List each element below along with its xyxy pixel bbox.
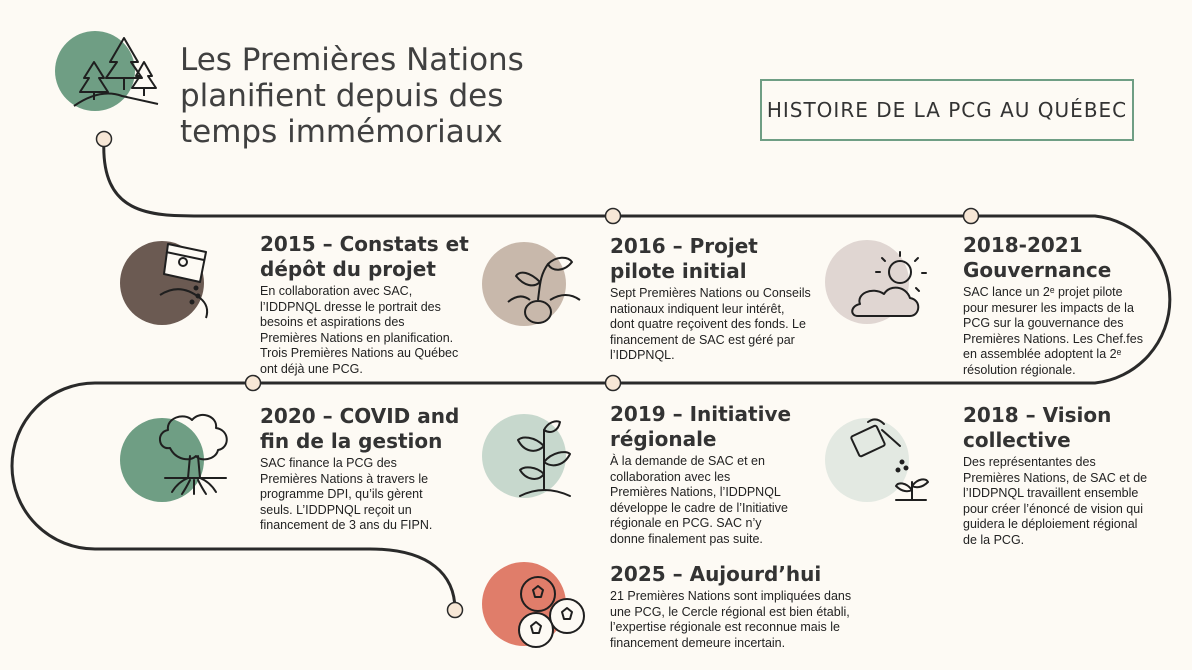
event-title-line: 2015 – Constats et <box>260 232 469 256</box>
event-2020 <box>260 404 500 534</box>
event-title-line: Gouvernance <box>963 258 1112 282</box>
event-text-line: donne finalement pas suite. <box>610 531 763 546</box>
event-text-line: programme DPI, qu’ils gèrent <box>260 487 423 501</box>
event-title-line: pilote initial <box>610 259 747 283</box>
timeline-node <box>606 209 621 224</box>
timeline-node <box>606 376 621 391</box>
event-title <box>963 233 1163 283</box>
event-text-line: l’IDDPNQL travaillent ensemble <box>963 486 1139 500</box>
event-text-line: En collaboration avec SAC, <box>260 284 413 298</box>
event-text-line: guidera le déploiement régional <box>963 517 1138 531</box>
title-line: planifient depuis des <box>180 78 504 114</box>
event-text-line: Premières Nations, de SAC et de <box>963 470 1148 485</box>
event-text-line: résolution régionale. <box>963 362 1076 377</box>
event-title-line: 2025 – Aujourd’hui <box>610 562 822 586</box>
event-title <box>610 234 850 284</box>
event-text-line: 21 Premières Nations sont impliquées dans <box>610 589 852 603</box>
event-text-line: pour créer l’énoncé de vision qui <box>963 501 1143 516</box>
event-text-line: SAC lance un 2ᵉ projet pilote <box>963 285 1123 299</box>
event-text-line: de la PCG. <box>963 532 1025 547</box>
event-text-line: pour mesurer les impacts de la <box>963 300 1134 315</box>
event-2019 <box>610 402 850 547</box>
event-text-line: une PCG, le Cercle régional est bien établi, <box>610 604 850 619</box>
section-badge <box>760 79 1134 141</box>
berries-icon <box>482 562 584 647</box>
event-text-line: nationaux indiquent leur intérêt, <box>610 301 785 316</box>
event-text-line: financement de SAC est géré par <box>610 332 795 347</box>
event-title-line: 2018 – Vision <box>963 403 1112 427</box>
trees-icon <box>55 31 158 111</box>
event-text-line: dont quatre reçoivent des fonds. Le <box>610 317 806 331</box>
timeline-node <box>97 132 112 147</box>
page-title <box>180 42 560 150</box>
event-2016 <box>610 234 850 364</box>
event-title <box>260 232 500 282</box>
event-text-line: ont déjà une PCG. <box>260 361 363 376</box>
event-description <box>610 589 900 651</box>
event-title-line: 2016 – Projet <box>610 234 758 258</box>
event-text-line: l’IDDPNQL. <box>610 348 675 362</box>
event-text-line: Premières Nations, l’IDDPNQL <box>610 485 781 499</box>
title-line: temps immémoriaux <box>180 114 503 150</box>
event-title <box>610 402 850 452</box>
event-2018-2021 <box>963 233 1163 378</box>
badge-label: HISTOIRE DE LA PCG AU QUÉBEC <box>766 98 1128 122</box>
event-text-line: seuls. L’IDDPNQL reçoit un <box>260 502 412 517</box>
event-title-line: fin de la gestion <box>260 429 443 453</box>
event-text-line: Premières Nations à travers le <box>260 471 429 486</box>
event-text-line: en assemblée adoptent la 2ᵉ <box>963 347 1122 361</box>
timeline-node <box>246 376 261 391</box>
event-text-line: Des représentantes des <box>963 455 1096 469</box>
event-2025 <box>610 562 900 651</box>
event-title-line: collective <box>963 428 1071 452</box>
event-text-line: besoins et aspirations des <box>260 315 405 329</box>
event-text-line: l’IDDPNQL dresse le portrait des <box>260 299 441 314</box>
event-description <box>260 284 500 377</box>
event-description <box>963 285 1163 378</box>
title-line: Les Premières Nations <box>180 42 524 78</box>
event-text-line: l’expertise régionale est reconnue mais le <box>610 620 840 634</box>
event-text-line: Sept Premières Nations ou Conseils <box>610 286 811 300</box>
event-text-line: financement demeure incertain. <box>610 635 786 650</box>
tree-roots-icon <box>120 415 227 502</box>
event-text-line: Trois Premières Nations au Québec <box>260 346 459 360</box>
event-title <box>260 404 500 454</box>
event-text-line: Premières Nations. Les Chef.fes <box>963 331 1143 346</box>
event-description <box>610 286 850 364</box>
event-2018 <box>963 403 1183 548</box>
event-description <box>963 455 1183 548</box>
event-text-line: À la demande de SAC et en <box>610 454 765 468</box>
event-description <box>610 454 850 547</box>
seed-bag-icon <box>120 241 207 325</box>
timeline-node <box>964 209 979 224</box>
event-title-line: 2019 – Initiative <box>610 402 792 426</box>
event-text-line: SAC finance la PCG des <box>260 456 397 470</box>
event-text-line: développe le cadre de l’Initiative <box>610 500 788 515</box>
event-text-line: Premières Nations en planification. <box>260 330 454 345</box>
event-text-line: PCG sur la gouvernance des <box>963 316 1124 330</box>
event-text-line: régionale en PCG. SAC n’y <box>610 516 762 530</box>
event-title-line: régionale <box>610 427 717 451</box>
timeline-node <box>448 603 463 618</box>
event-title <box>610 562 900 587</box>
event-text-line: collaboration avec les <box>610 469 731 484</box>
event-2015 <box>260 232 500 377</box>
event-title-line: 2018-2021 <box>963 233 1083 257</box>
event-title <box>963 403 1183 453</box>
event-title-line: 2020 – COVID and <box>260 404 460 428</box>
event-text-line: financement de 3 ans du FIPN. <box>260 518 433 532</box>
event-description <box>260 456 500 534</box>
event-title-line: dépôt du projet <box>260 257 436 281</box>
